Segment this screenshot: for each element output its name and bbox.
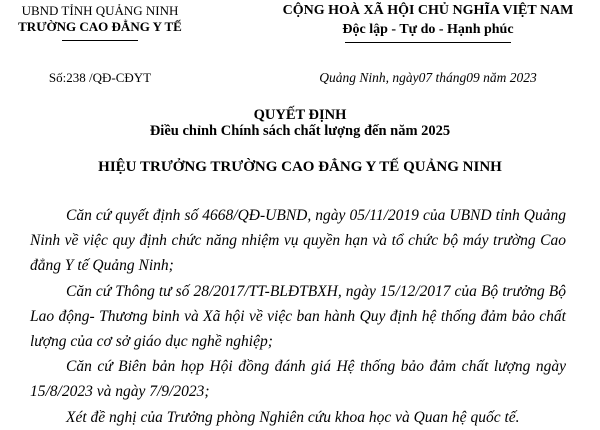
- document-number: Số:238 /QĐ-CĐYT: [48, 70, 152, 85]
- issuer-title: HIỆU TRƯỞNG TRƯỜNG CAO ĐẲNG Y TẾ QUẢNG NINH: [98, 159, 502, 175]
- place-and-date: Quảng Ninh, ngày07 tháng09 năm 2023: [319, 70, 537, 85]
- document-type: QUYẾT ĐỊNH: [253, 107, 347, 123]
- issuing-school: TRƯỜNG CAO ĐẲNG Y TẾ: [18, 19, 182, 34]
- national-motto: Độc lập - Tự do - Hạnh phúc: [342, 22, 514, 37]
- body-paragraph: Xét đề nghị của Trưởng phòng Nghiên cứu khoa học và Quan hệ quốc tế.: [66, 408, 520, 426]
- school-underline: [62, 40, 138, 41]
- body-paragraph: Căn cứ Biên bản họp Hội đồng đánh giá Hệ thống bảo đảm chất lượng ngày 15/8/2023 và ngày 7/9/2023;: [30, 358, 566, 401]
- body-paragraph: Căn cứ quyết định số 4668/QĐ-UBND, ngày 05/11/2019 của UBND tỉnh Quảng Ninh về việc quy định chức năng nhiệm vụ quyền hạn và tổ chức bộ máy trường Cao đẳng Y tế Quảng Ninh;: [30, 207, 566, 275]
- issuing-authority: UBND TỈNH QUẢNG NINH: [21, 3, 179, 18]
- motto-underline: [345, 42, 511, 43]
- body-paragraph: Căn cứ Thông tư số 28/2017/TT-BLĐTBXH, ngày 15/12/2017 của Bộ trưởng Bộ Lao động- Thương binh và Xã hội về việc ban hành Quy định hệ thống đảm bảo chất lượng của cơ sở giáo dục nghề nghiệp;: [30, 282, 566, 351]
- national-title: CỘNG HOÀ XÃ HỘI CHỦ NGHĨA VIỆT NAM: [282, 3, 574, 18]
- document-body: [30, 203, 566, 430]
- document-subject: Điều chỉnh Chính sách chất lượng đến năm 2025: [149, 123, 451, 139]
